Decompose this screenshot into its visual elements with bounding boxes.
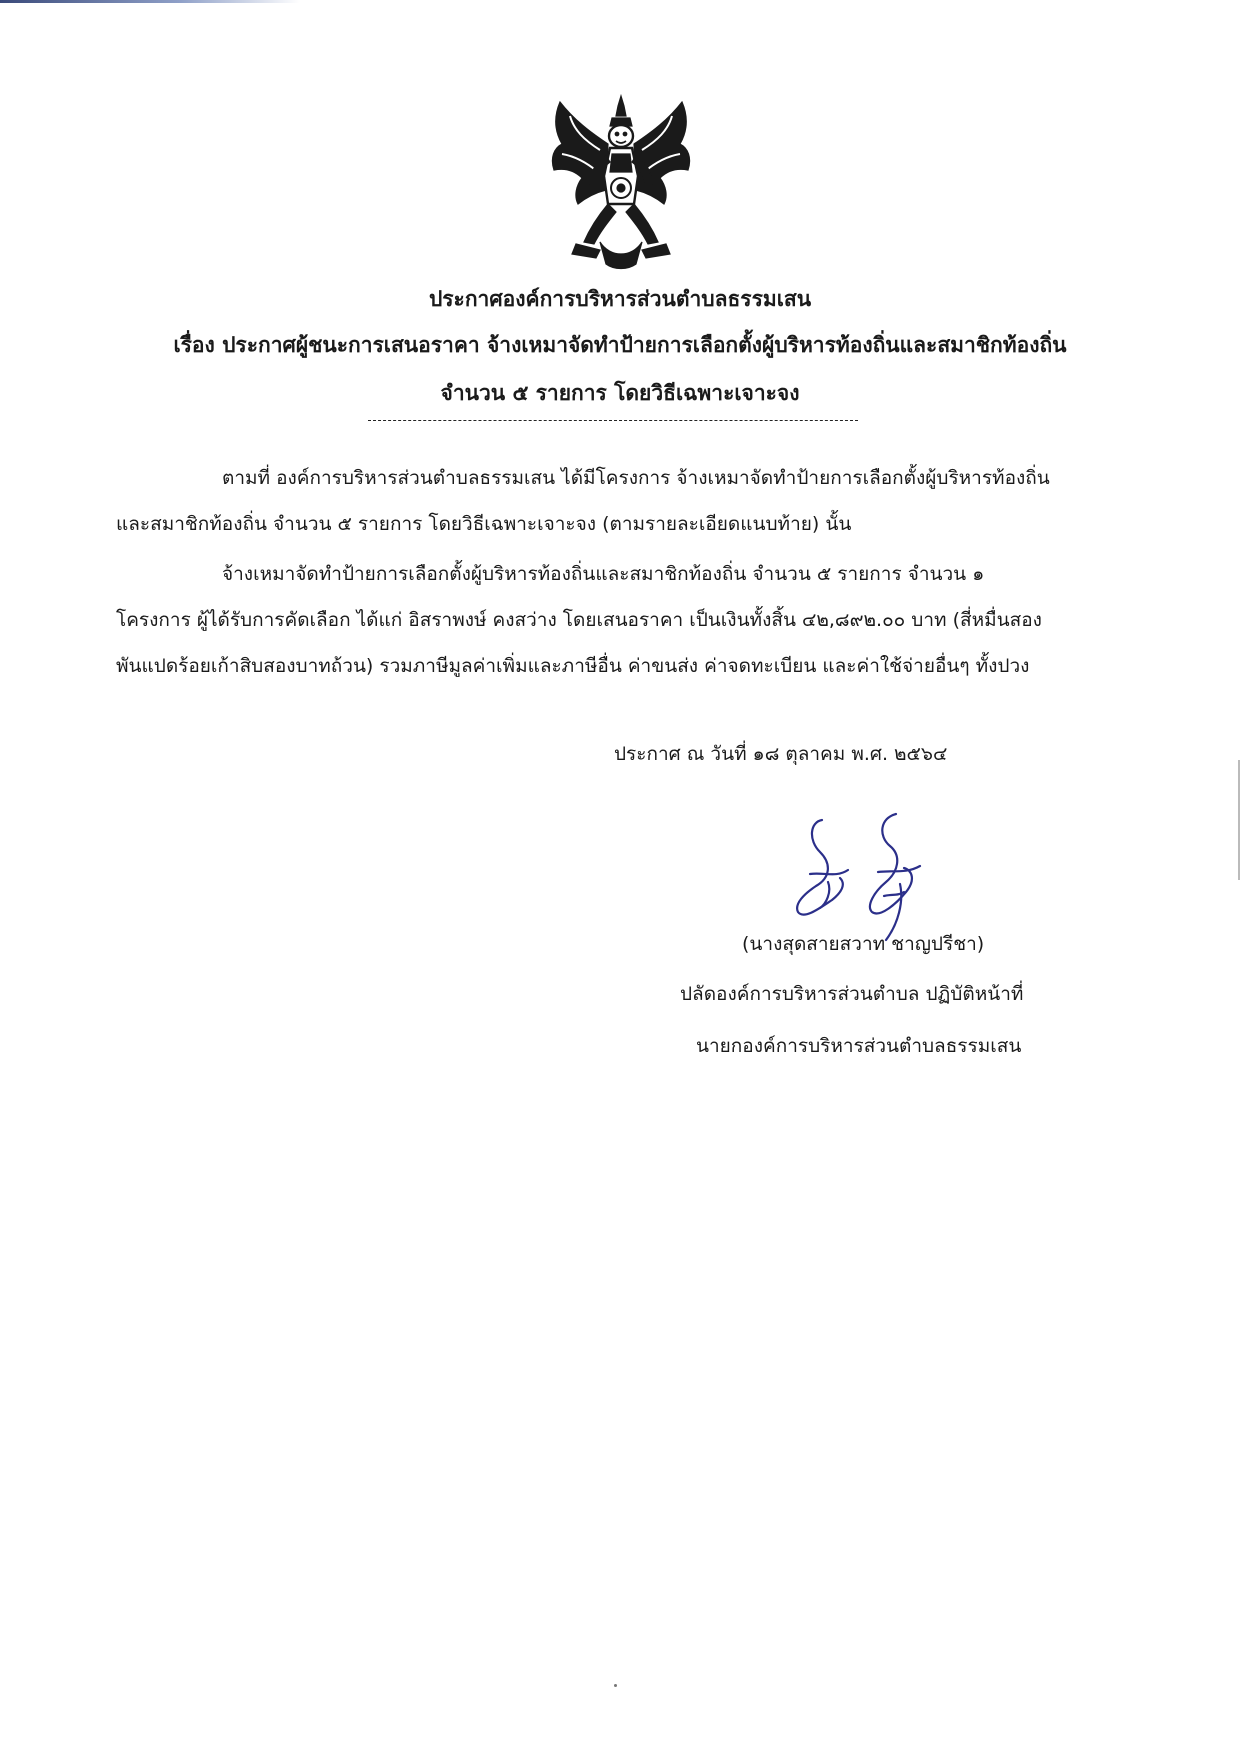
signatory-name: (นางสุดสายสวาท ชาญปรีชา) [742,933,985,955]
body-paragraph-2-line-3: พันแปดร้อยเก้าสิบสองบาทถ้วน) รวมภาษีมูลค่าเพิ่มและภาษีอื่น ค่าขนส่ง ค่าจดทะเบียน และค่าใช้จ่ายอื่นๆ ทั้งปวง [116,655,1030,677]
body-paragraph-1-line-1: ตามที่ องค์การบริหารส่วนตำบลธรรมเสน ได้มีโครงการ จ้างเหมาจัดทำป้ายการเลือกตั้งผู้บริหารท้องถิ่น [222,467,1050,489]
signatory-position-2: นายกองค์การบริหารส่วนตำบลธรรมเสน [696,1035,1022,1057]
handwritten-signature-icon [780,812,960,948]
scan-edge-top [0,0,300,3]
body-paragraph-2-line-1: จ้างเหมาจัดทำป้ายการเลือกตั้งผู้บริหารท้องถิ่นและสมาชิกท้องถิ่น จำนวน ๕ รายการ จำนวน ๑ [222,563,985,585]
announcement-subject-cont: จำนวน ๕ รายการ โดยวิธีเฉพาะเจาะจง [440,381,800,405]
body-paragraph-2-line-2: โครงการ ผู้ได้รับการคัดเลือก ได้แก่ อิสราพงษ์ คงสว่าง โดยเสนอราคา เป็นเงินทั้งสิ้น ๔๒,๘๙๒.๐๐ บาท (สี่หมื่นสอง [116,609,1042,631]
announcement-title: ประกาศองค์การบริหารส่วนตำบลธรรมเสน [428,287,812,311]
dashed-divider [368,420,858,421]
announcement-date: ประกาศ ณ วันที่ ๑๘ ตุลาคม พ.ศ. ๒๕๖๔ [614,743,948,765]
scan-speck [614,1684,617,1687]
announcement-subject: เรื่อง ประกาศผู้ชนะการเสนอราคา จ้างเหมาจัดทำป้ายการเลือกตั้งผู้บริหารท้องถิ่นและสมาชิกท้องถิ่น [173,333,1067,357]
body-paragraph-1-line-2: และสมาชิกท้องถิ่น จำนวน ๕ รายการ โดยวิธีเฉพาะเจาะจง (ตามรายละเอียดแนบท้าย) นั้น [116,513,852,535]
signatory-position-1: ปลัดองค์การบริหารส่วนตำบล ปฏิบัติหน้าที่ [680,983,1024,1005]
garuda-emblem-icon [540,92,702,272]
